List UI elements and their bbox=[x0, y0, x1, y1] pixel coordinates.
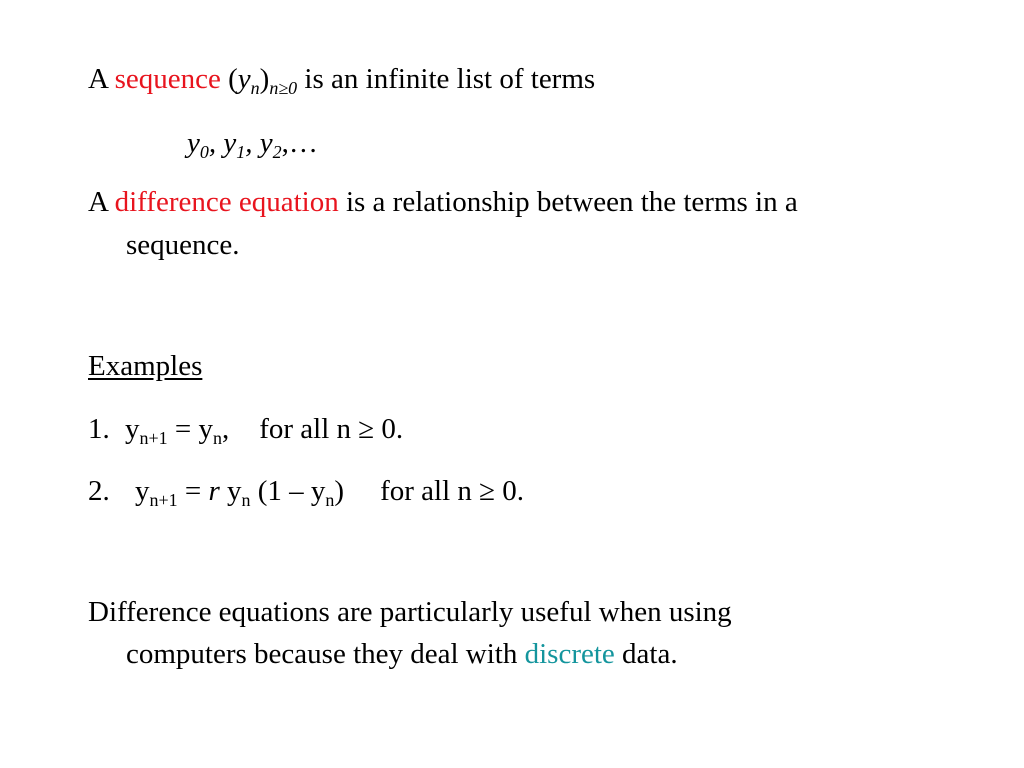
examples-heading: Examples bbox=[88, 350, 203, 382]
example-2-eq: = bbox=[177, 475, 209, 507]
term-y1-sub: 1 bbox=[236, 141, 246, 162]
term-y2: y bbox=[259, 127, 273, 159]
term-sep: , bbox=[208, 127, 224, 159]
example-1-lhs-sub: n+1 bbox=[139, 427, 168, 448]
example-1-comma: , bbox=[221, 413, 230, 445]
notation-open: ( bbox=[220, 63, 238, 95]
closing-lead: computers because they deal with bbox=[126, 638, 525, 670]
sequence-lead: A bbox=[88, 63, 115, 95]
difference-lead: A bbox=[88, 186, 115, 218]
example-2-lhs: y bbox=[135, 475, 150, 507]
difference-definition bbox=[88, 185, 798, 220]
notation-close: ) bbox=[259, 63, 270, 95]
notation-sub: n bbox=[250, 77, 260, 98]
example-2 bbox=[88, 474, 524, 509]
example-2-paren-close: ) bbox=[334, 475, 345, 507]
terms-list bbox=[187, 126, 318, 161]
difference-rest: is a relationship between the terms in a bbox=[338, 186, 798, 218]
sequence-rest: is an infinite list of terms bbox=[297, 63, 596, 95]
example-2-y: y bbox=[219, 475, 242, 507]
difference-term: difference equation bbox=[114, 186, 339, 218]
example-2-condition: for all n ≥ 0. bbox=[380, 475, 525, 507]
term-sep: , bbox=[245, 127, 260, 159]
term-y2-sub: 2 bbox=[272, 141, 282, 162]
notation-range: n≥0 bbox=[269, 77, 298, 98]
example-1-condition: for all n ≥ 0. bbox=[259, 413, 404, 445]
term-y0: y bbox=[187, 127, 200, 159]
difference-continuation: sequence. bbox=[126, 229, 240, 261]
example-2-paren-open: (1 – y bbox=[250, 475, 326, 507]
example-2-paren-sub: n bbox=[325, 489, 335, 510]
example-1 bbox=[88, 412, 403, 447]
notation-var: y bbox=[237, 63, 251, 95]
closing-line-1: Difference equations are particularly useful when using bbox=[88, 596, 732, 628]
closing-line-2 bbox=[126, 637, 678, 672]
example-2-coef: r bbox=[208, 475, 220, 507]
closing-tail: data. bbox=[614, 638, 678, 670]
discrete-term: discrete bbox=[524, 638, 615, 670]
example-1-eq: = y bbox=[167, 413, 213, 445]
example-1-number: 1. bbox=[88, 413, 110, 445]
term-y0-sub: 0 bbox=[199, 141, 209, 162]
example-2-y-sub: n bbox=[241, 489, 251, 510]
example-1-rhs-sub: n bbox=[212, 427, 222, 448]
example-1-lhs: y bbox=[125, 413, 140, 445]
term-ellipsis: ,… bbox=[281, 127, 318, 159]
sequence-term: sequence bbox=[114, 63, 221, 95]
example-2-number: 2. bbox=[88, 475, 110, 507]
term-y1: y bbox=[223, 127, 237, 159]
example-2-lhs-sub: n+1 bbox=[149, 489, 178, 510]
sequence-definition bbox=[88, 62, 595, 97]
